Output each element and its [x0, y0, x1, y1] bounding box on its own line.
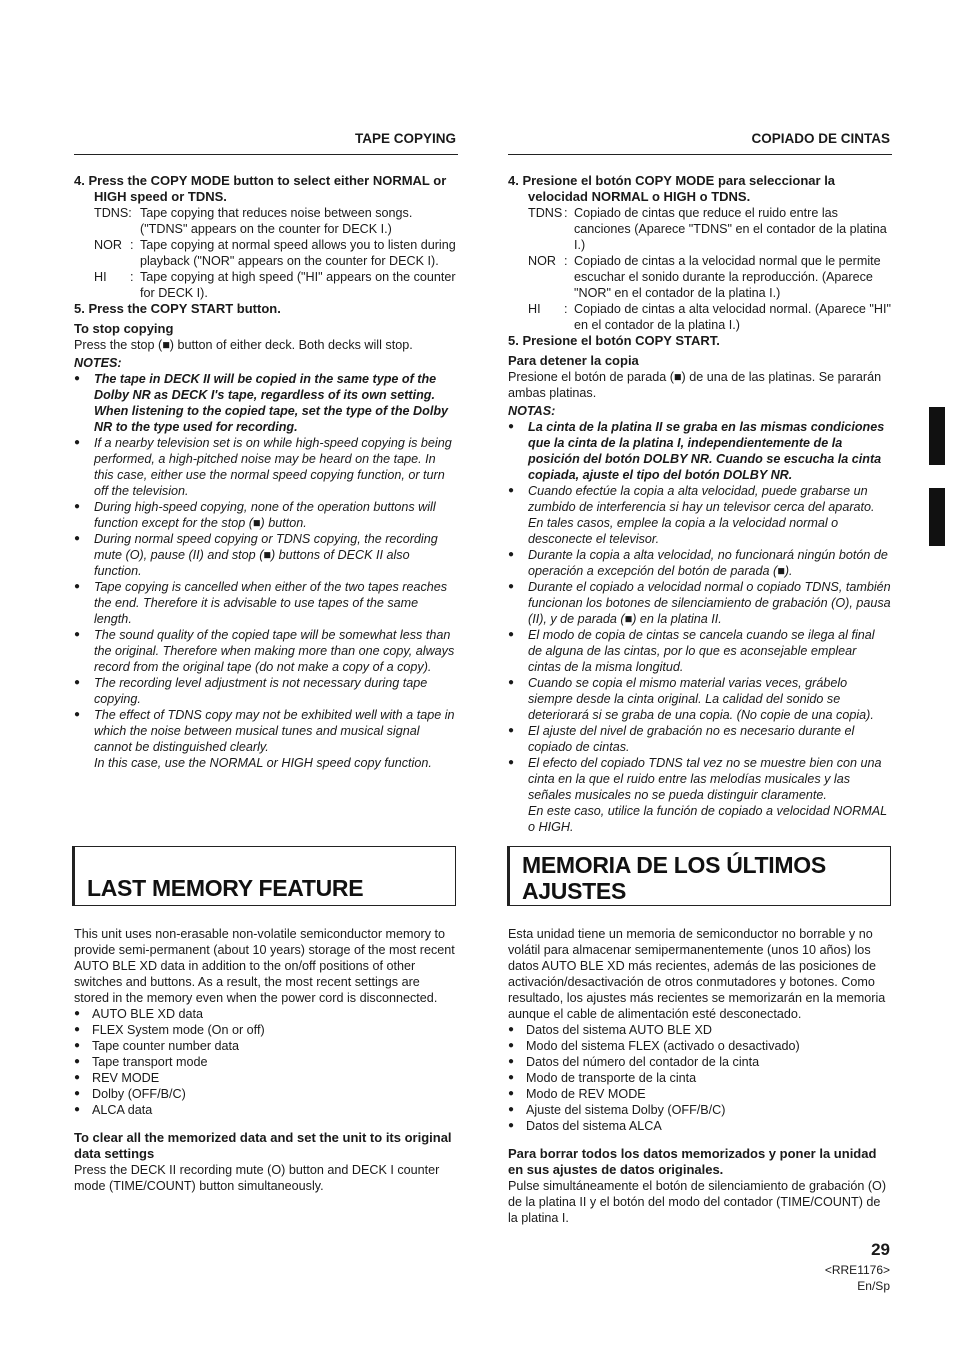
english-column: [74, 130, 458, 771]
mode-row: NOR : Copiado de cintas a la velocidad normal que le permite escuchar el sonido durante la reproducción. (Aparece "NOR" en el contador de la platina I.): [528, 254, 881, 300]
clear-text-es: Pulse simultáneamente el botón de silenciamiento de grabación (O) de la platina II y el botón del modo del contador (TIME/COUNT) de la platina I.: [508, 1179, 887, 1225]
page-header-en: TAPE COPYING: [74, 130, 458, 155]
note-item: ● During high-speed copying, none of the operation buttons will function except for the stop (■) button.: [74, 499, 458, 531]
step-4-es: 4. Presione el botón COPY MODE para seleccionar la velocidad NORMAL o HIGH o TDNS.: [508, 173, 836, 204]
page-number: 29: [871, 1240, 890, 1259]
memory-intro-en: This unit uses non-erasable non-volatile semiconductor memory to provide semi-permanent (about 10 years) storage of the most recent AUTO BLE XD data in addition to the on/off positions of other switches and buttons. As a result, the most recent settings are stored in the memory even when the power cord is disconnected.: [74, 927, 455, 1005]
list-item: ● REV MODE: [74, 1070, 458, 1086]
side-tab-marker: [929, 488, 945, 546]
notes-heading-en: NOTES:: [74, 356, 122, 370]
notes-continuation-es: En este caso, utilice la función de copiado a velocidad NORMAL o HIGH.: [528, 804, 887, 834]
note-item: ● El ajuste del nivel de grabación no es necesario durante el copiado de cintas.: [508, 723, 892, 755]
section-title-box-en: [72, 846, 456, 906]
step-5-en: 5. Press the COPY START button.: [74, 301, 281, 316]
section-title-es-line2: AJUSTES: [522, 878, 626, 904]
list-item: ● Datos del sistema AUTO BLE XD: [508, 1022, 892, 1038]
section-title-es-line1: MEMORIA DE LOS ÚLTIMOS: [522, 852, 826, 878]
note-item: ● El efecto del copiado TDNS tal vez no se muestre bien con una cinta en la que el ruido entre las melodías musicales y las señales musicales no se pueda distinguir claramente.: [508, 755, 892, 803]
note-item: ● Tape copying is cancelled when either of the two tapes reaches the end. Therefore it is advisable to use tapes of the same length.: [74, 579, 458, 627]
note-item: ● During normal speed copying or TDNS copying, the recording mute (O), pause (II) and stop (■) buttons of DECK II also function.: [74, 531, 458, 579]
list-item: ● AUTO BLE XD data: [74, 1006, 458, 1022]
mode-row: NOR : Tape copying at normal speed allows you to listen during playback ("NOR" appears on the counter for DECK I).: [94, 238, 456, 268]
note-item: ● The sound quality of the copied tape will be somewhat less than the original. Therefore when making more than one copy, always record from the original tape (do not make a copy of a copy).: [74, 627, 458, 675]
copy-mode-list-en: [94, 205, 458, 301]
mode-row: HI : Copiado de cintas a alta velocidad normal. (Aparece "HI" en el contador de la platina I.): [528, 302, 891, 332]
notes-heading-es: NOTAS:: [508, 404, 556, 418]
note-item: ● Durante la copia a alta velocidad, no funcionará ningún botón de operación a excepción del botón de parada (■).: [508, 547, 892, 579]
note-item: ● The tape in DECK II will be copied in the same type of the Dolby NR as DECK I's tape, regardless of its own setting. When listening to the copied tape, set the type of the Dolby NR to the type used for recording.: [74, 371, 458, 435]
list-item: ● Modo de REV MODE: [508, 1086, 892, 1102]
list-item: ● Tape transport mode: [74, 1054, 458, 1070]
list-item: ● Modo del sistema FLEX (activado o desactivado): [508, 1038, 892, 1054]
section-title-box-es: [507, 846, 891, 906]
note-item: ● La cinta de la platina II se graba en las mismas condiciones que la cinta de la platina I, independientemente de la posición del botón DOLBY NR. Cuando se escucha la cinta copiada, ajuste el tipo del botón DOLBY NR.: [508, 419, 892, 483]
list-item: ● ALCA data: [74, 1102, 458, 1118]
note-item: ● If a nearby television set is on while high-speed copying is being performed, a high-pitched noise may be heard on the tape. In this case, either use the normal speed copying function, or turn off the television.: [74, 435, 458, 499]
stop-text-en: Press the stop (■) button of either deck. Both decks will stop.: [74, 338, 413, 352]
step-5-es: 5. Presione el botón COPY START.: [508, 333, 720, 348]
step-4-en: 4. Press the COPY MODE button to select either NORMAL or HIGH speed or TDNS.: [74, 173, 447, 204]
copy-mode-list-es: [528, 205, 892, 333]
list-item: ● Modo de transporte de la cinta: [508, 1070, 892, 1086]
list-item: ● Datos del número del contador de la cinta: [508, 1054, 892, 1070]
note-item: ● The effect of TDNS copy may not be exhibited well with a tape in which the noise between musical tunes and musical signal cannot be distinguished clearly.: [74, 707, 458, 755]
spanish-column: [508, 130, 892, 835]
language-code: En/Sp: [857, 1279, 890, 1293]
memory-items-en: [74, 1006, 458, 1118]
note-item: ● Cuando se copia el mismo material varias veces, grábelo siempre desde la cinta original. La calidad del sonido se deteriorará si se graba de una copia. (No copie de una copia).: [508, 675, 892, 723]
last-memory-section-en: [74, 926, 458, 1194]
note-item: ● The recording level adjustment is not necessary during tape copying.: [74, 675, 458, 707]
mode-row: TDNS : Copiado de cintas que reduce el ruido entre las canciones (Aparece "TDNS" en el contador de la platina I.): [528, 206, 887, 252]
note-item: ● El modo de copia de cintas se cancela cuando se ilega al final de alguna de las cintas, por lo que es aconsejable emplear cintas de la misma longitud.: [508, 627, 892, 675]
stop-heading-es: Para detener la copia: [508, 353, 639, 368]
stop-text-es: Presione el botón de parada (■) de una de las platinas. Se pararán ambas platinas.: [508, 370, 882, 400]
mode-row: HI : Tape copying at high speed ("HI" appears on the counter for DECK I).: [94, 270, 456, 300]
note-item: ● Durante el copiado a velocidad normal o copiado TDNS, también funcionan los botones de silenciamiento de grabación (O), pausa (II), y de parada (■) en la platina II.: [508, 579, 892, 627]
side-tab-marker: [929, 407, 945, 465]
clear-heading-en: To clear all the memorized data and set the unit to its original data settings: [74, 1130, 452, 1161]
mode-row: TDNS: Tape copying that reduces noise between songs. ("TDNS" appears on the counter for DECK I.): [94, 206, 413, 236]
list-item: ● Dolby (OFF/B/C): [74, 1086, 458, 1102]
last-memory-section-es: [508, 926, 892, 1226]
list-item: ● Ajuste del sistema Dolby (OFF/B/C): [508, 1102, 892, 1118]
note-item: ● Cuando efectúe la copia a alta velocidad, puede grabarse un zumbido de interferencia si hay un televisor cerca del aparato. En tales casos, emplee la copia a la velocidad normal o desconecte el televisor.: [508, 483, 892, 547]
notes-list-es: [508, 419, 892, 803]
page-info: [825, 1262, 890, 1294]
memory-items-es: [508, 1022, 892, 1134]
notes-continuation-en: In this case, use the NORMAL or HIGH speed copy function.: [94, 756, 432, 770]
clear-text-en: Press the DECK II recording mute (O) button and DECK I counter mode (TIME/COUNT) button simultaneously.: [74, 1163, 440, 1193]
clear-heading-es: Para borrar todos los datos memorizados y poner la unidad en sus ajustes de datos originales.: [508, 1146, 877, 1177]
notes-list-en: [74, 371, 458, 755]
page-header-es: COPIADO DE CINTAS: [508, 130, 892, 155]
list-item: ● Tape counter number data: [74, 1038, 458, 1054]
stop-heading-en: To stop copying: [74, 321, 174, 336]
list-item: ● Datos del sistema ALCA: [508, 1118, 892, 1134]
list-item: ● FLEX System mode (On or off): [74, 1022, 458, 1038]
section-title-en: LAST MEMORY FEATURE: [87, 875, 364, 901]
memory-intro-es: Esta unidad tiene un memoria de semiconductor no borrable y no volátil para almacenar semipermanentemente (unos 10 años) los datos AUTO BLE XD más recientes, además de las posiciones de activación/desactivación de otros conmutadores y botones. Como resultado, los ajustes más recientes se memorizarán en la memoria aunque el cable de alimentación esté desconectado.: [508, 927, 886, 1021]
document-code: <RRE1176>: [824, 1263, 890, 1277]
